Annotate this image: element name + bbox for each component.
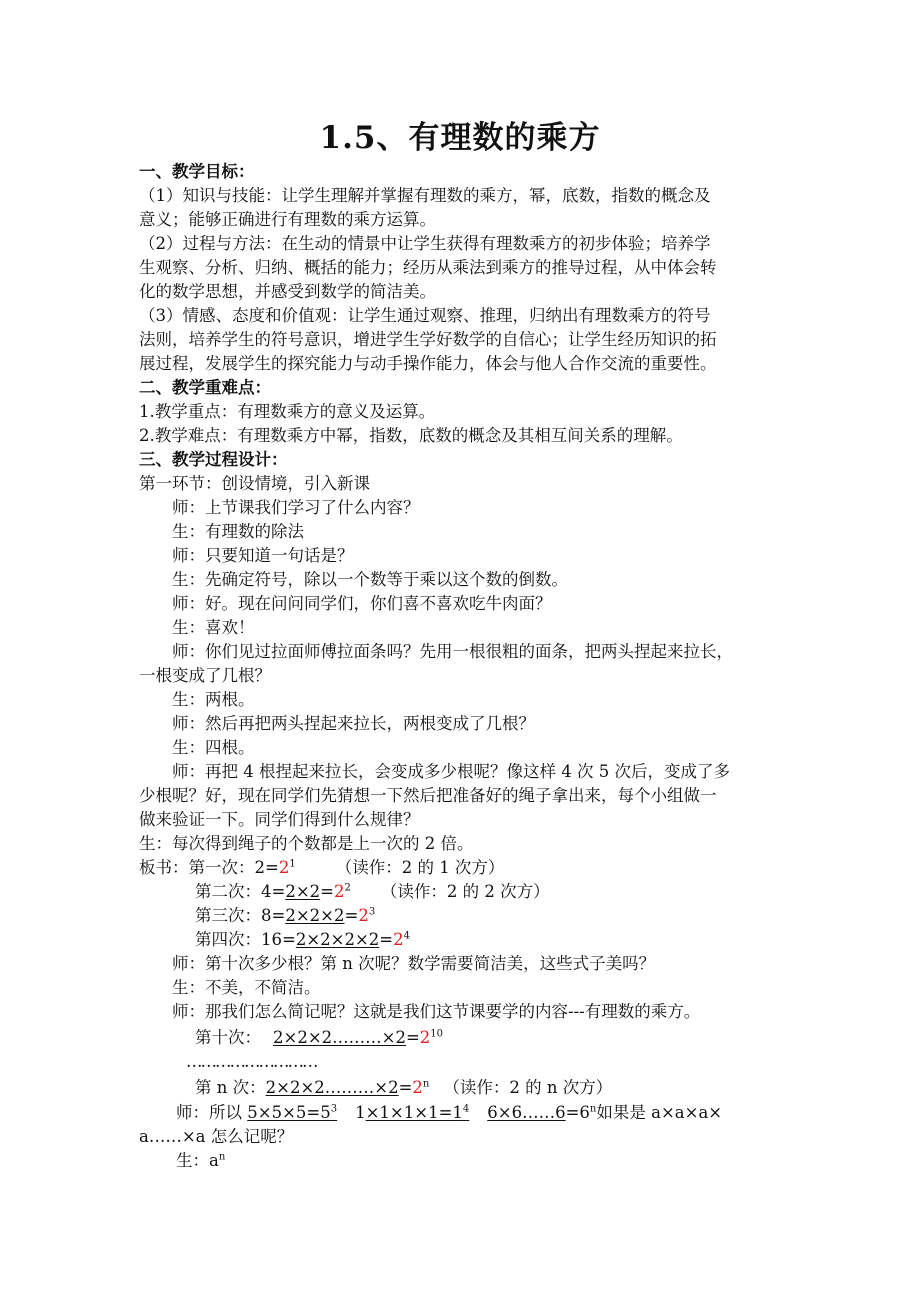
goal-1-line-1: （1）知识与技能：让学生理解并掌握有理数的乘方，幂，底数，指数的概念及: [139, 186, 711, 205]
goal-1-line-2: 意义；能够正确进行有理数的乘方运算。: [139, 210, 436, 229]
dialogue-line: 师：再把 4 根捏起来拉长，会变成多少根呢？像这样 4 次 5 次后，变成了多: [172, 762, 730, 781]
example-expression: 5×5×5=5: [247, 1103, 331, 1122]
goal-2-line-3: 化的数学思想，并感受到数学的简洁美。: [139, 282, 436, 301]
answer-text: 生：a: [176, 1151, 219, 1170]
power-exponent: 4: [462, 1103, 470, 1115]
goal-2-line-2: 生观察、分析、归纳、概括的能力；经历从乘法到乘方的推导过程，从中体会转: [139, 258, 717, 277]
step-1-heading: 第一环节：创设情境，引入新课: [139, 474, 370, 493]
product-expression: 2×2×2×2: [295, 930, 380, 949]
dialogue-line: 师：然后再把两头捏起来拉长，两根变成了几根？: [172, 714, 535, 733]
row-label: 第十次：: [195, 1028, 261, 1047]
dotted-line: ………………………: [186, 1052, 317, 1071]
dialogue-line: 生：有理数的除法: [172, 522, 304, 541]
answer-row: [176, 1149, 225, 1173]
power-exponent: n: [218, 1151, 226, 1163]
dialogue-line: 少根呢？好，现在同学们先猜想一下然后把准备好的绳子拿出来，每个小组做一: [139, 786, 717, 805]
equals-sign: =: [379, 930, 394, 949]
example-tail: 如果是 a×a×a×: [596, 1103, 723, 1122]
board-row-3: [195, 904, 375, 928]
goal-3-line-2: 法则，培养学生的符号意识，增进学生学好数学的自信心；让学生经历知识的拓: [139, 330, 717, 349]
dialogue-line: 师：上节课我们学习了什么内容？: [172, 498, 420, 517]
power-exponent: 3: [368, 906, 376, 918]
equals-sign: =: [320, 882, 334, 901]
product-expression: 2×2: [285, 882, 321, 901]
board-label: 第四次：16=: [195, 930, 296, 949]
section-heading-goals: 一、教学目标：: [139, 162, 255, 181]
power-exponent: 10: [430, 1028, 444, 1040]
page-title: 1.5、有理数的乘方: [319, 120, 601, 156]
section-heading-key-points: 二、教学重难点：: [139, 378, 271, 397]
goal-2-line-1: （2）过程与方法：在生动的情景中让学生获得有理数乘方的初步体验；培养学: [139, 234, 711, 253]
example-6: 6×6……6: [487, 1103, 566, 1122]
tenth-row: [195, 1026, 443, 1050]
dialogue-line: 师：只要知道一句话是？: [172, 546, 354, 565]
dialogue-line: 做来验证一下。同学们得到什么规律？: [139, 810, 420, 829]
power-base: 2: [278, 858, 290, 877]
row-label: 师：所以: [176, 1103, 242, 1122]
board-label: 第二次：4=: [195, 882, 286, 901]
power-exponent: n: [422, 1078, 430, 1090]
board-row-2: [195, 880, 550, 904]
dialogue-line: a……×a 怎么记呢？: [139, 1127, 294, 1146]
board-row-4: [195, 928, 410, 952]
power-exponent: n: [589, 1103, 597, 1115]
dialogue-line: 生：四根。: [172, 738, 255, 757]
power-exponent: 2: [344, 882, 351, 894]
dialogue-line: 一根变成了几根？: [139, 666, 271, 685]
dialogue-line: 生：每次得到绳子的个数都是上一次的 2 倍。: [139, 834, 474, 853]
equals-sign: =: [344, 906, 359, 925]
reading-note: （读作：2 的 1 次方）: [335, 858, 505, 877]
nth-row: [195, 1076, 612, 1100]
equals-sign: =: [405, 1028, 420, 1047]
dialogue-line: 师：好。现在问问同学们，你们喜不喜欢吃牛肉面？: [172, 594, 552, 613]
example-1: [366, 1103, 470, 1122]
example-expression: ×1×1×1=1: [365, 1103, 463, 1122]
difficult-point: 2.教学难点：有理数乘方中幂，指数，底数的概念及其相互间关系的理解。: [139, 426, 683, 445]
power-base: 2: [393, 930, 404, 949]
examples-row: [176, 1101, 722, 1125]
dialogue-line: 生：不美，不简洁。: [172, 978, 321, 997]
board-label: 第三次：8=: [195, 906, 286, 925]
power-exponent: 4: [403, 930, 410, 942]
product-expression: 2×2×2: [285, 906, 345, 925]
power-base: 2: [419, 1028, 431, 1047]
dialogue-line: 师：你们见过拉面师傅拉面条吗？先用一根很粗的面条，把两头捏起来拉长，: [172, 642, 733, 661]
power-exponent: 3: [330, 1103, 338, 1115]
dialogue-line: 生：喜欢！: [172, 618, 255, 637]
row-label: 第 n 次：: [195, 1078, 266, 1097]
dialogue-line: 生：先确定符号，除以一个数等于乘以这个数的倒数。: [172, 570, 568, 589]
board-label: 板书：第一次：2=: [139, 858, 279, 877]
key-point: 1.教学重点：有理数乘方的意义及运算。: [139, 402, 436, 421]
reading-note: （读作：2 的 n 次方）: [443, 1078, 613, 1097]
dialogue-line: 师：第十次多少根？第 n 次呢？数学需要简洁美，这些式子美吗？: [172, 954, 656, 973]
power-base: 2: [412, 1078, 423, 1097]
example-expression: 1: [355, 1103, 366, 1122]
board-row-1: [139, 856, 504, 880]
example-5: [247, 1103, 337, 1122]
power-base: 2: [358, 906, 369, 925]
power-base: 2: [333, 882, 345, 901]
section-heading-process: 三、教学过程设计：: [139, 450, 288, 469]
dialogue-line: 生：两根。: [172, 690, 255, 709]
goal-3-line-3: 展过程，发展学生的探究能力与动手操作能力，体会与他人合作交流的重要性。: [139, 354, 717, 373]
power-exponent: 1: [289, 858, 296, 870]
goal-3-line-1: （3）情感、态度和价值观：让学生通过观察、推理，归纳出有理数乘方的符号: [139, 306, 711, 325]
reading-note: （读作：2 的 2 次方）: [380, 882, 550, 901]
equals-sign: =: [398, 1078, 413, 1097]
product-expression: 2×2×2………×2: [273, 1028, 406, 1047]
product-expression: 2×2×2………×2: [265, 1078, 399, 1097]
example-expression: =6: [565, 1103, 590, 1122]
dialogue-line: 师：那我们怎么简记呢？这就是我们这节课要学的内容---有理数的乘方。: [172, 1002, 701, 1021]
